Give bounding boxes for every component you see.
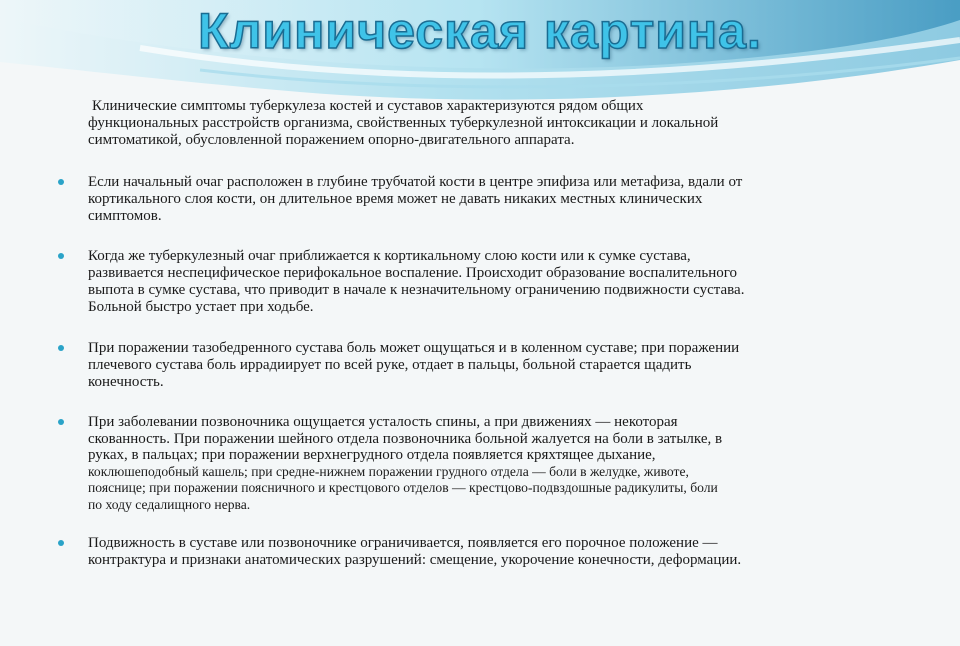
bullet-line: выпота в сумке сустава, что приводит в начале к незначительному ограничению подвижности сустава. [88,282,745,298]
bullet-line: Подвижность в суставе или позвоночнике ограничивается, появляется его порочное положение — [88,535,718,551]
bullet-line: кортикального слоя кости, он длительное время может не давать никаких местных клинических [88,191,703,207]
bullet-item [88,414,898,513]
intro-line: Клинические симптомы туберкулеза костей и суставов характеризуются рядом общих [92,98,644,114]
bullet-line: по ходу седалищного нерва. [88,496,251,512]
bullet-line: Когда же туберкулезный очаг приближается к кортикальному слою кости или к сумке сустава, [88,248,691,264]
intro-paragraph [88,98,878,149]
bullet-line: конечность. [88,374,164,390]
bullet-item [88,340,898,391]
bullet-line: коклюшеподобный кашель; при средне-нижнем поражении грудного отдела — боли в желудке, животе, [88,463,689,479]
bullet-item [88,174,898,225]
bullet-line: При заболевании позвоночника ощущается усталость спины, а при движениях — некоторая [88,414,678,430]
bullet-item [88,248,898,316]
bullet-line: руках, в пальцах; при поражении верхнегрудного отдела появляется кряхтящее дыхание, [88,447,656,463]
bullet-dot-icon [58,253,64,259]
bullet-dot-icon [58,419,64,425]
bullet-dot-icon [58,179,64,185]
bullet-line: пояснице; при поражении поясничного и крестцового отделов — крестцово-подвздошные радикулиты, боли [88,480,718,495]
bullet-line: плечевого сустава боль иррадиирует по всей руке, отдает в пальцы, больной старается щадить [88,357,692,373]
bullet-dot-icon [58,540,64,546]
bullet-line: развивается неспецифическое перифокальное воспаление. Происходит образование воспалительного [88,265,737,281]
bullet-line: скованность. При поражении шейного отдела позвоночника больной жалуется на боли в затылке, в [88,430,723,447]
slide-title: Клиническая картина. [198,3,762,59]
bullet-line: Если начальный очаг расположен в глубине трубчатой кости в центре эпифиза или метафиза, вдали от [88,174,743,190]
bullet-line: контрактура и признаки анатомических разрушений: смещение, укорочение конечности, деформации. [88,552,742,568]
intro-line: симтоматикой, обусловленной поражением опорно-двигательного аппарата. [88,132,575,148]
bullet-dot-icon [58,345,64,351]
bullet-line: Больной быстро устает при ходьбе. [88,299,314,315]
bullet-line: При поражении тазобедренного сустава боль может ощущаться и в коленном суставе; при поражении [88,340,740,356]
intro-line: функциональных расстройств организма, свойственных туберкулезной интоксикации и локальной [88,115,719,131]
bullet-line: симптомов. [88,208,162,224]
bullet-item [88,535,898,569]
